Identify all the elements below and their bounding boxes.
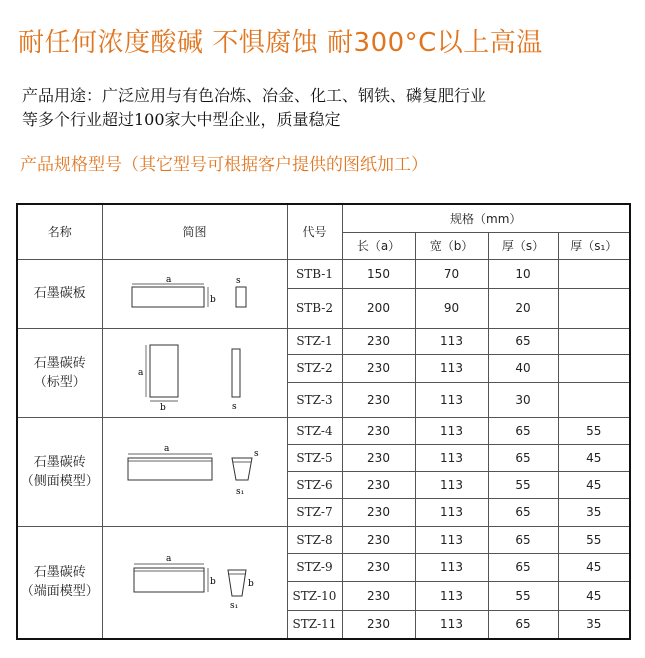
label-s1: s₁ xyxy=(235,486,244,497)
width-cell: 113 xyxy=(415,498,488,526)
product-name-line1: 石墨碳砖 xyxy=(33,355,86,371)
label-b: b xyxy=(159,402,166,411)
product-name xyxy=(17,526,102,639)
thickness-cell: 20 xyxy=(488,288,558,328)
code-cell: STZ-2 xyxy=(287,354,342,382)
side-taper-brick-diagram xyxy=(120,442,270,502)
thickness1-cell: 55 xyxy=(558,417,630,444)
label-a: a xyxy=(165,554,171,565)
width-cell: 113 xyxy=(415,610,488,639)
label-b: b xyxy=(247,579,254,590)
product-usage xyxy=(22,84,486,132)
length-cell: 230 xyxy=(342,444,415,471)
standard-brick-diagram xyxy=(120,335,270,411)
header-length: 长（a） xyxy=(342,232,415,259)
thickness-cell: 65 xyxy=(488,328,558,354)
code-cell: STZ-4 xyxy=(287,417,342,444)
spec-table xyxy=(16,203,631,640)
thickness-cell: 65 xyxy=(488,526,558,553)
header-width: 宽（b） xyxy=(415,232,488,259)
width-cell: 113 xyxy=(415,526,488,553)
width-cell: 113 xyxy=(415,354,488,382)
thickness-cell: 65 xyxy=(488,417,558,444)
page-headline: 耐任何浓度酸碱 不惧腐蚀 耐300°C以上高温 xyxy=(18,28,543,58)
width-cell: 113 xyxy=(415,581,488,610)
thickness-cell: 55 xyxy=(488,471,558,498)
thickness1-cell xyxy=(558,288,630,328)
label-s: s xyxy=(253,448,259,459)
end-taper-brick-diagram xyxy=(120,552,270,612)
length-cell: 230 xyxy=(342,354,415,382)
product-name-line1: 石墨碳板 xyxy=(33,286,86,301)
label-s1: s₁ xyxy=(229,601,238,612)
length-cell: 230 xyxy=(342,581,415,610)
product-name xyxy=(17,328,102,417)
thickness1-cell: 35 xyxy=(558,610,630,639)
label-a: a xyxy=(163,443,169,454)
product-name-line2: （端面模型） xyxy=(20,584,99,600)
code-cell: STB-1 xyxy=(287,259,342,288)
thickness-cell: 30 xyxy=(488,382,558,417)
thickness-cell: 65 xyxy=(488,444,558,471)
width-cell: 70 xyxy=(415,259,488,288)
code-cell: STZ-3 xyxy=(287,382,342,417)
graphite-plate-diagram xyxy=(120,273,270,315)
length-cell: 230 xyxy=(342,417,415,444)
table-row xyxy=(17,526,630,553)
thickness1-cell xyxy=(558,259,630,288)
spec-section-title: 产品规格型号（其它型号可根据客户提供的图纸加工） xyxy=(20,155,428,175)
code-cell: STZ-6 xyxy=(287,471,342,498)
length-cell: 230 xyxy=(342,553,415,581)
width-cell: 113 xyxy=(415,382,488,417)
product-name-line2: （标型） xyxy=(33,374,86,390)
usage-line-1: 产品用途：广泛应用与有色冶炼、冶金、化工、钢铁、磷复肥行业 xyxy=(22,86,487,105)
thickness-cell: 10 xyxy=(488,259,558,288)
table-row xyxy=(17,259,630,288)
width-cell: 113 xyxy=(415,471,488,498)
thickness-cell: 55 xyxy=(488,581,558,610)
header-code: 代号 xyxy=(287,204,342,259)
header-spec: 规格（mm） xyxy=(342,204,630,232)
width-cell: 113 xyxy=(415,328,488,354)
thickness1-cell: 45 xyxy=(558,471,630,498)
header-name: 名称 xyxy=(17,204,102,259)
thickness-cell: 65 xyxy=(488,498,558,526)
table-row xyxy=(17,417,630,444)
product-name-line1: 石墨碳砖 xyxy=(33,565,86,581)
code-cell: STZ-7 xyxy=(287,498,342,526)
header-thickness1: 厚（s₁） xyxy=(558,232,630,259)
thickness1-cell: 45 xyxy=(558,444,630,471)
product-name-line1: 石墨碳砖 xyxy=(33,454,86,470)
thickness1-cell: 35 xyxy=(558,498,630,526)
length-cell: 200 xyxy=(342,288,415,328)
thickness-cell: 65 xyxy=(488,610,558,639)
length-cell: 230 xyxy=(342,610,415,639)
header-diagram: 简图 xyxy=(102,204,287,259)
diagram-cell xyxy=(102,328,287,417)
length-cell: 230 xyxy=(342,526,415,553)
code-cell: STZ-11 xyxy=(287,610,342,639)
thickness1-cell xyxy=(558,382,630,417)
product-name-line2: （侧面模型） xyxy=(20,473,99,489)
thickness1-cell: 45 xyxy=(558,553,630,581)
code-cell: STZ-10 xyxy=(287,581,342,610)
label-s: s xyxy=(231,401,237,411)
thickness1-cell xyxy=(558,328,630,354)
width-cell: 90 xyxy=(415,288,488,328)
length-cell: 230 xyxy=(342,471,415,498)
product-name xyxy=(17,259,102,328)
diagram-cell xyxy=(102,259,287,328)
thickness1-cell: 55 xyxy=(558,526,630,553)
product-name xyxy=(17,417,102,526)
usage-line-2: 等多个行业超过100家大中型企业，质量稳定 xyxy=(22,110,341,129)
thickness-cell: 65 xyxy=(488,553,558,581)
code-cell: STZ-1 xyxy=(287,328,342,354)
width-cell: 113 xyxy=(415,417,488,444)
label-a: a xyxy=(137,367,143,378)
width-cell: 113 xyxy=(415,444,488,471)
width-cell: 113 xyxy=(415,553,488,581)
table-row xyxy=(17,328,630,354)
header-thickness: 厚（s） xyxy=(488,232,558,259)
diagram-cell xyxy=(102,526,287,639)
label-s: s xyxy=(235,275,241,286)
length-cell: 230 xyxy=(342,498,415,526)
thickness1-cell: 45 xyxy=(558,581,630,610)
diagram-cell xyxy=(102,417,287,526)
label-b: b xyxy=(209,577,216,588)
code-cell: STZ-5 xyxy=(287,444,342,471)
code-cell: STB-2 xyxy=(287,288,342,328)
thickness1-cell xyxy=(558,354,630,382)
code-cell: STZ-9 xyxy=(287,553,342,581)
thickness-cell: 40 xyxy=(488,354,558,382)
length-cell: 230 xyxy=(342,382,415,417)
length-cell: 150 xyxy=(342,259,415,288)
label-a: a xyxy=(165,274,171,285)
label-b: b xyxy=(209,294,216,305)
length-cell: 230 xyxy=(342,328,415,354)
code-cell: STZ-8 xyxy=(287,526,342,553)
